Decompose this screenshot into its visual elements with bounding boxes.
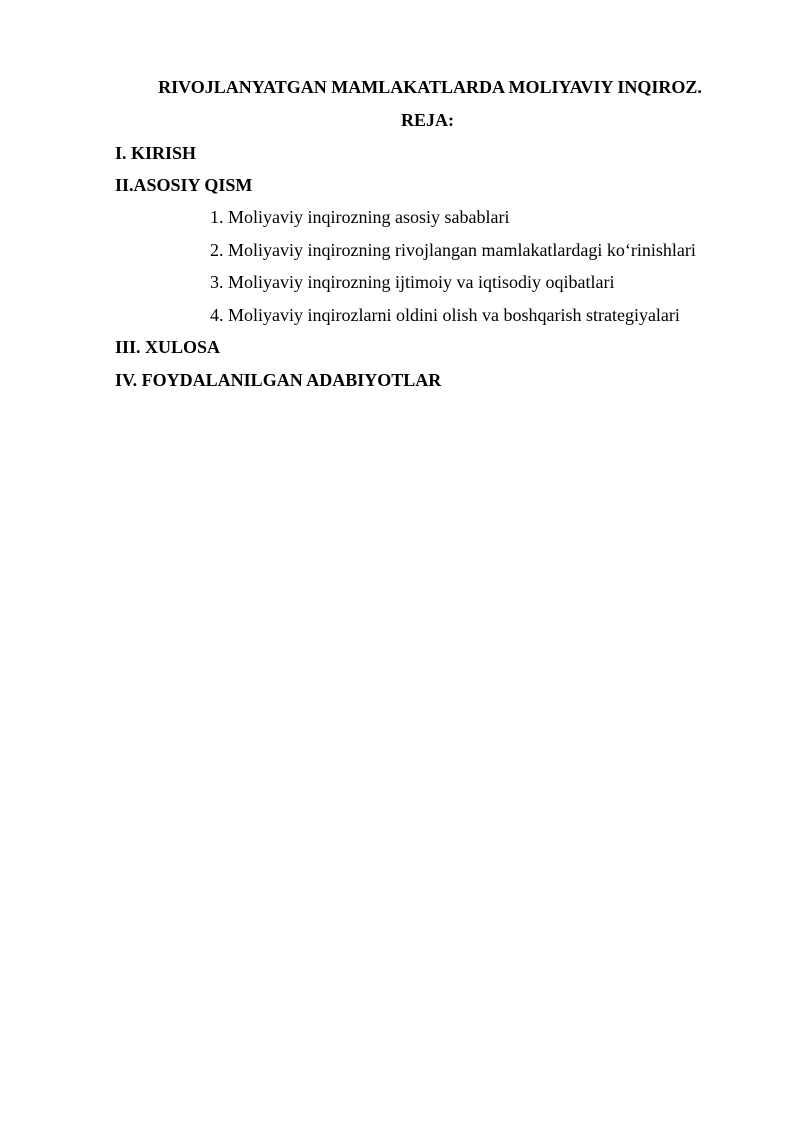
- section-references: IV. FOYDALANILGAN ADABIYOTLAR: [115, 370, 442, 390]
- section-main-part: II.ASOSIY QISM: [115, 175, 253, 195]
- document-title: RIVOJLANYATGAN MAMLAKATLARDA MOLIYAVIY INQIROZ.: [158, 77, 702, 97]
- list-item: 3. Moliyaviy inqirozning ijtimoiy va iqtisodiy oqibatlari: [210, 272, 615, 292]
- list-item: 1. Moliyaviy inqirozning asosiy sabablari: [210, 207, 510, 227]
- list-item: 2. Moliyaviy inqirozning rivojlangan mamlakatlardagi ko‘rinishlari: [210, 240, 696, 260]
- plan-heading: REJA:: [401, 110, 454, 130]
- section-conclusion: III. XULOSA: [115, 337, 221, 357]
- list-item: 4. Moliyaviy inqirozlarni oldini olish va boshqarish strategiyalari: [210, 305, 680, 325]
- section-introduction: I. KIRISH: [115, 143, 197, 163]
